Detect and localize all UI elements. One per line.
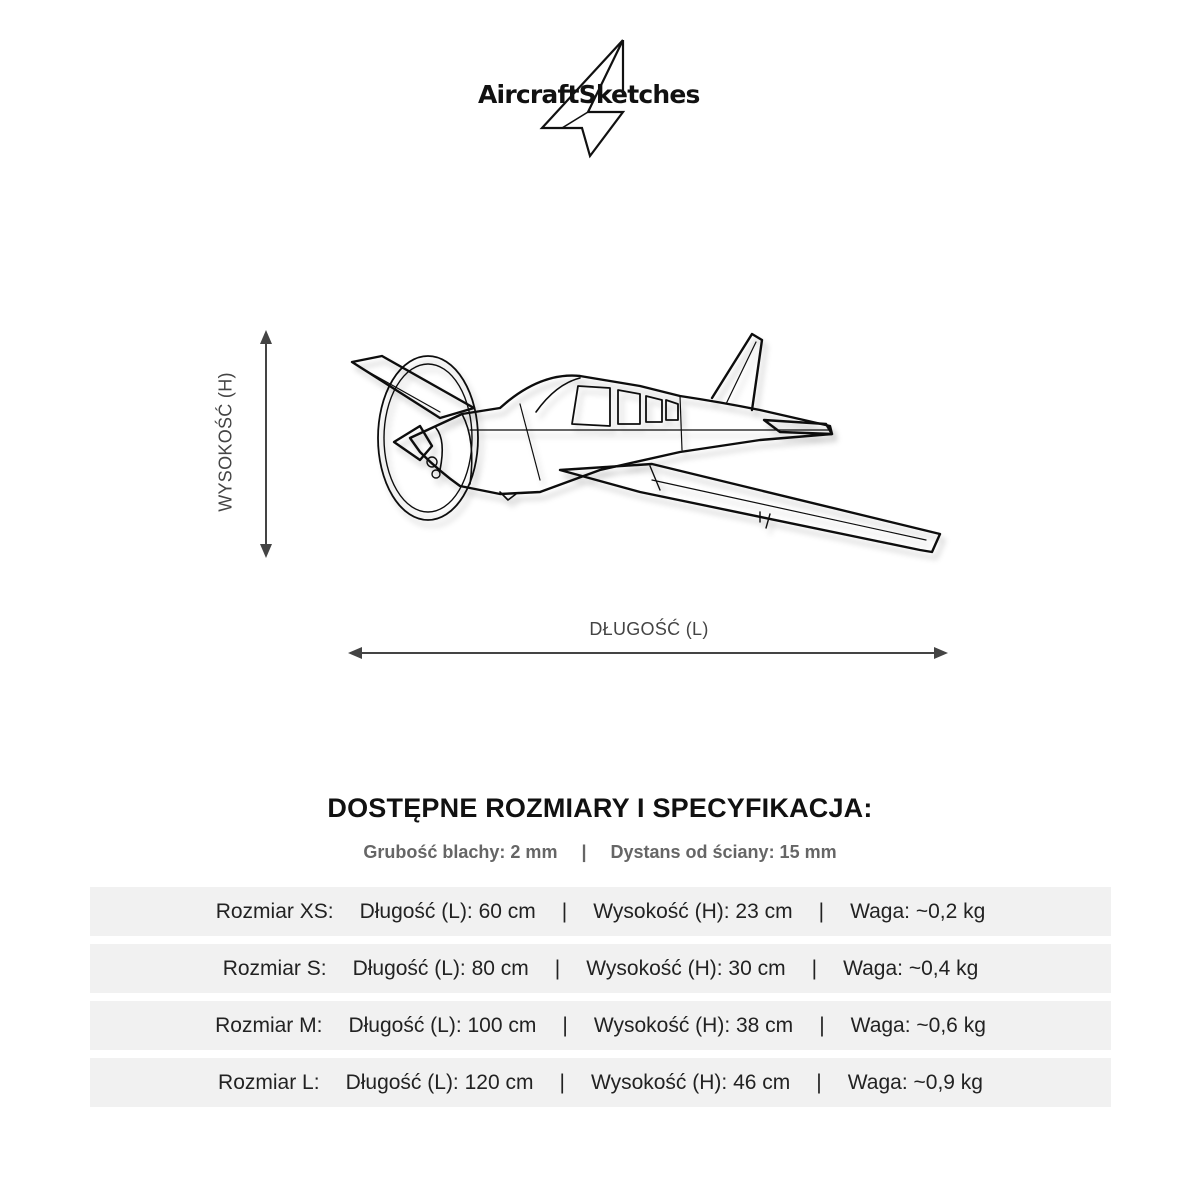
airplane-outline <box>352 334 940 552</box>
separator: | <box>818 899 825 923</box>
size-length: Długość (L): 80 cm <box>352 956 529 980</box>
height-label: WYSOKOŚĆ (H) <box>215 372 236 512</box>
height-dimension-arrow <box>260 330 272 558</box>
sheet-thickness: Grubość blachy: 2 mm <box>363 842 558 862</box>
length-dimension-arrow <box>348 647 948 659</box>
separator: | <box>559 1070 565 1094</box>
size-height: Wysokość (H): 46 cm <box>590 1070 791 1094</box>
size-weight: Waga: ~0,6 kg <box>850 1013 986 1037</box>
size-weight: Waga: ~0,2 kg <box>850 899 986 923</box>
separator: | <box>581 842 587 862</box>
size-height: Wysokość (H): 38 cm <box>593 1013 794 1037</box>
size-height: Wysokość (H): 23 cm <box>593 899 793 923</box>
size-length: Długość (L): 100 cm <box>348 1013 537 1037</box>
separator: | <box>562 1013 568 1037</box>
size-row-l <box>90 1058 1111 1107</box>
brand-name: AircraftSketches <box>478 80 700 109</box>
size-name: Rozmiar XS: <box>215 899 334 923</box>
specs-title: DOSTĘPNE ROZMIARY I SPECYFIKACJA: <box>327 793 873 823</box>
separator: | <box>816 1070 822 1094</box>
separator: | <box>561 899 568 923</box>
wall-distance: Dystans od ściany: 15 mm <box>610 842 837 862</box>
size-row-m <box>90 1001 1111 1050</box>
specs-subtitle <box>0 842 1200 863</box>
size-length: Długość (L): 60 cm <box>359 899 536 923</box>
size-height: Wysokość (H): 30 cm <box>586 956 786 980</box>
size-name: Rozmiar S: <box>222 956 327 980</box>
size-weight: Waga: ~0,4 kg <box>843 956 979 980</box>
length-label: DŁUGOŚĆ (L) <box>589 619 709 639</box>
size-row-s <box>90 944 1111 993</box>
size-row-xs <box>90 887 1111 936</box>
brand-logo <box>470 36 730 160</box>
separator: | <box>554 956 561 980</box>
separator: | <box>819 1013 825 1037</box>
size-name: Rozmiar L: <box>218 1070 320 1094</box>
size-table <box>90 887 1111 1115</box>
separator: | <box>811 956 818 980</box>
size-name: Rozmiar M: <box>215 1013 323 1037</box>
size-weight: Waga: ~0,9 kg <box>847 1070 983 1094</box>
size-length: Długość (L): 120 cm <box>345 1070 534 1094</box>
